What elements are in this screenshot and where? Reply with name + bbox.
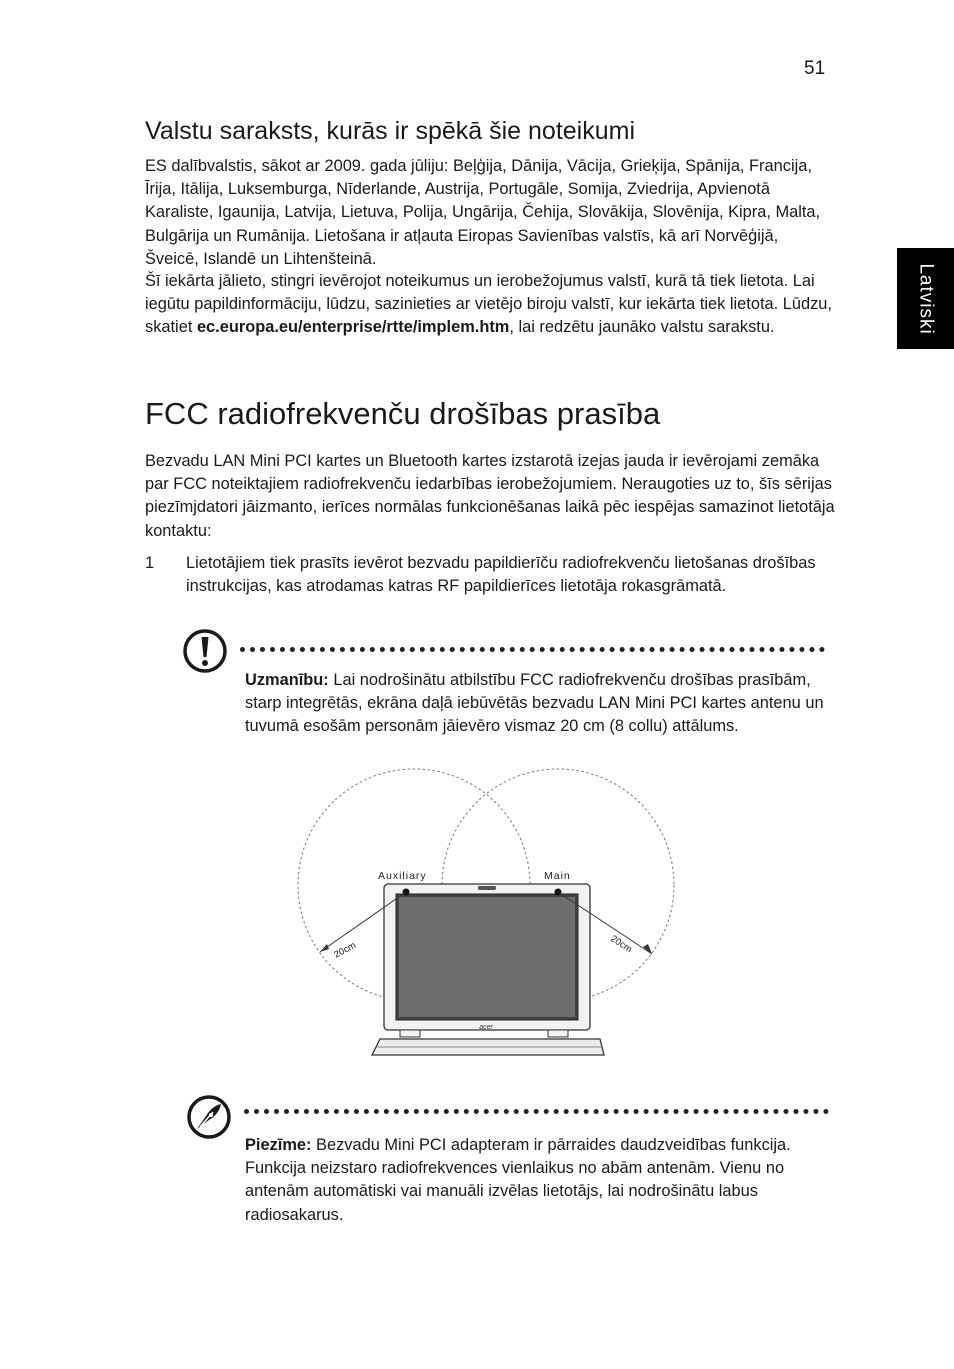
- svg-text:acer: acer: [479, 1024, 493, 1031]
- caution-label: Uzmanību:: [245, 671, 329, 689]
- caution-icon: [182, 628, 228, 674]
- note-text: [245, 1134, 825, 1227]
- auxiliary-label: Auxiliary: [378, 870, 427, 882]
- section-heading-countries: Valstu saraksts, kurās ir spēkā šie noteikumi: [145, 117, 636, 145]
- language-tab-label: Latviski: [915, 262, 937, 335]
- note-divider: [244, 1109, 829, 1114]
- note-label: Piezīme:: [245, 1136, 312, 1154]
- caution-text: [245, 669, 825, 739]
- caution-divider: [240, 647, 825, 652]
- language-tab: [897, 248, 954, 349]
- antenna-diagram: [296, 768, 686, 1060]
- main-label: Main: [544, 870, 571, 882]
- fcc-paragraph: Bezvadu LAN Mini PCI kartes un Bluetooth kartes izstarotā izejas jauda ir ievērojami zemāka par FCC noteiktajiem radiofrekvenču iedarbības ierobežojumiem. Neraugoties uz to, šīs sērijas piezīmjdatori jāizmanto, ierīces normālas funkcionēšanas laikā pēc iespējas samazinot lietotāja kontaktu:: [145, 452, 835, 540]
- countries-paragraph: ES dalībvalstis, sākot ar 2009. gada jūliju: Beļģija, Dānija, Vācija, Grieķija, Spānija, Francija, Īrija, Itālija, Luksemburga, Nīderlande, Austrija, Portugāle, Somija, Zviedrija, Apvienotā Karaliste, Igaunija, Latvija, Lietuva, Polija, Ungārija, Čehija, Slovākija, Slovēnija, Kipra, Malta, Bulgārija un Rumānija. Lietošana ir atļauta Eiropas Savienības valstīs, kā arī Norvēģijā, Šveicē, Islandē un Lihtenšteinā.: [145, 157, 821, 268]
- note-icon: [186, 1094, 232, 1140]
- distance-label-left: 20cm: [332, 940, 358, 961]
- note-body: Bezvadu Mini PCI adapteram ir pārraides daudzveidības funkcija. Funkcija neizstaro radiofrekvences vienlaikus no abām antenām. Vienu no antenām automātiski vai manuāli izvēlas lietotājs, lai nodrošinātu labus radiosakarus.: [245, 1136, 791, 1224]
- usage-text-before: Šī iekārta jālieto, stingri ievērojot noteikumus un ierobežojumus valstī, kurā tā tiek lietota. Lai iegūtu papildinformāciju, lūdzu, sazinieties ar vietējo biroju valstī, kur iekārta tiek lietota. Lūdzu, skatiet: [145, 272, 832, 337]
- distance-label-right: 20cm: [608, 933, 634, 956]
- page-number: 51: [804, 58, 826, 79]
- regulation-link[interactable]: ec.europa.eu/enterprise/rtte/implem.htm: [196, 318, 510, 337]
- list-text: Lietotājiem tiek prasīts ievērot bezvadu papildierīču radiofrekvenču lietošanas drošības instrukcijas, kas atrodamas katras RF papildierīces lietotāja rokasgrāmatā.: [186, 554, 816, 596]
- usage-text-after: , lai redzētu jaunāko valstu sarakstu.: [509, 318, 775, 337]
- usage-paragraph: [145, 270, 835, 340]
- section-heading-fcc: FCC radiofrekvenču drošības prasība: [145, 396, 661, 431]
- laptop-illustration: [372, 884, 604, 1055]
- caution-body: Lai nodrošinātu atbilstību FCC radiofrekvenču drošības prasībām, starp integrētās, ekrāna daļā iebūvētās bezvadu LAN Mini PCI kartes antenu un tuvumā esošām personām jāievēro vismaz 20 cm (8 collu) attālums.: [245, 671, 824, 736]
- list-number: 1: [145, 554, 155, 572]
